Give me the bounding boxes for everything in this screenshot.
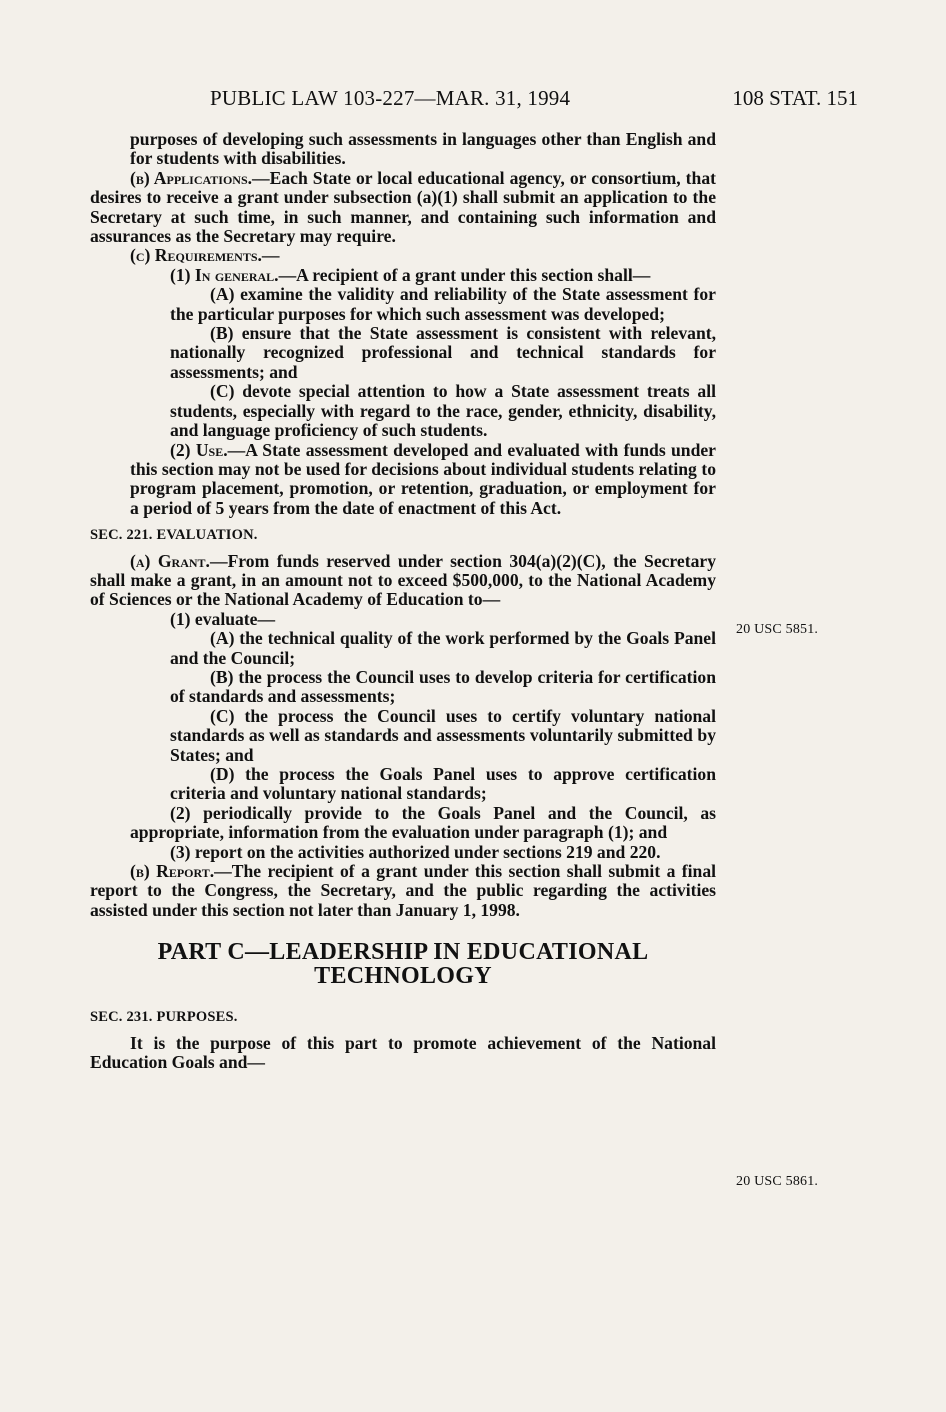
paragraph-text: —A State assessment developed and evaluated with funds under this section may not be used for decisions about individual students relating to program placement, promotion, or retention, graduation, or employment for a period of 5 years from the date of enactment of this Act. — [130, 439, 716, 518]
paragraph-text: —A recipient of a grant under this section shall— — [278, 264, 651, 285]
paragraph-heading: (2) Use. — [170, 439, 228, 460]
paragraph-heading: (1) In general. — [170, 264, 279, 285]
subparagraph: (C) the process the Council uses to certify voluntary national standards as well as standards and assessments voluntarily submitted by States; and — [170, 705, 716, 765]
paragraph: (2) periodically provide to the Goals Panel and the Council, as appropriate, information from the evaluation under paragraph (1); and — [130, 802, 716, 843]
subsection-heading: (a) Grant. — [130, 550, 210, 571]
paragraph: (3) report on the activities authorized under sections 219 and 220. — [170, 841, 661, 862]
paragraph: (1) evaluate— — [170, 608, 276, 629]
part-heading — [90, 940, 716, 988]
paragraph — [90, 246, 716, 265]
subparagraph: (B) ensure that the State assessment is consistent with relevant, nationally recognized professional and technical standards for assessments; and — [170, 323, 716, 382]
subsection-heading: (b) Report. — [130, 861, 215, 882]
statute-page-number: 108 STAT. 151 — [732, 86, 858, 110]
margin-note-usc-5861: 20 USC 5861. — [736, 1174, 819, 1189]
margin-note-usc-5851: 20 USC 5851. — [736, 622, 819, 637]
paragraph-text: —From funds reserved under section 304(a)(2)(C), the Secretary shall make a grant, in an amount not to exceed $500,000, to the National Academy of Sciences or the National Academy of Education to— — [90, 550, 716, 610]
section-heading: SEC. 221. EVALUATION. — [90, 527, 258, 544]
paragraph — [90, 266, 716, 285]
page-header — [90, 86, 860, 116]
paragraph-text: —The recipient of a grant under this section shall submit a final report to the Congress, the Secretary, and the public regarding the activities assisted under this section not later than January 1, 1998. — [90, 861, 717, 920]
subsection-heading: (b) Applications. — [130, 167, 253, 188]
paragraph-text: — — [261, 245, 280, 266]
part-heading-line: TECHNOLOGY — [314, 963, 492, 990]
document-body — [90, 130, 716, 1072]
subparagraph: (A) examine the validity and reliability of the State assessment for the particular purposes for which such assessment was developed; — [170, 284, 716, 324]
subparagraph: (C) devote special attention to how a State assessment treats all students, especially with regard to the race, gender, ethnicity, disability, and language proficiency of such students. — [170, 381, 716, 441]
paragraph: It is the purpose of this part to promote achievement of the National Education Goals and— — [90, 1032, 716, 1073]
paragraph — [90, 552, 716, 610]
paragraph: purposes of developing such assessments in languages other than English and for students with disabilities. — [130, 129, 716, 169]
paragraph — [90, 862, 716, 920]
paragraph — [90, 169, 716, 247]
subsection-heading: (c) Requirements. — [130, 245, 262, 266]
paragraph-text: —Each State or local educational agency, or consortium, that desires to receive a grant under subsection (a)(1) shall submit an application to the Secretary at such time, in such manner, and containing such information and assurances as the Secretary may require. — [90, 167, 716, 247]
law-citation: PUBLIC LAW 103-227—MAR. 31, 1994 — [210, 86, 571, 110]
subparagraph: (D) the process the Goals Panel uses to approve certification criteria and voluntary national standards; — [170, 764, 716, 804]
part-heading-line: PART C—LEADERSHIP IN EDUCATIONAL — [157, 939, 649, 966]
section-heading: SEC. 231. PURPOSES. — [90, 1009, 238, 1026]
subparagraph: (B) the process the Council uses to develop criteria for certification of standards and assessments; — [170, 666, 716, 707]
paragraph — [90, 441, 716, 519]
subparagraph: (A) the technical quality of the work performed by the Goals Panel and the Council; — [170, 628, 716, 668]
